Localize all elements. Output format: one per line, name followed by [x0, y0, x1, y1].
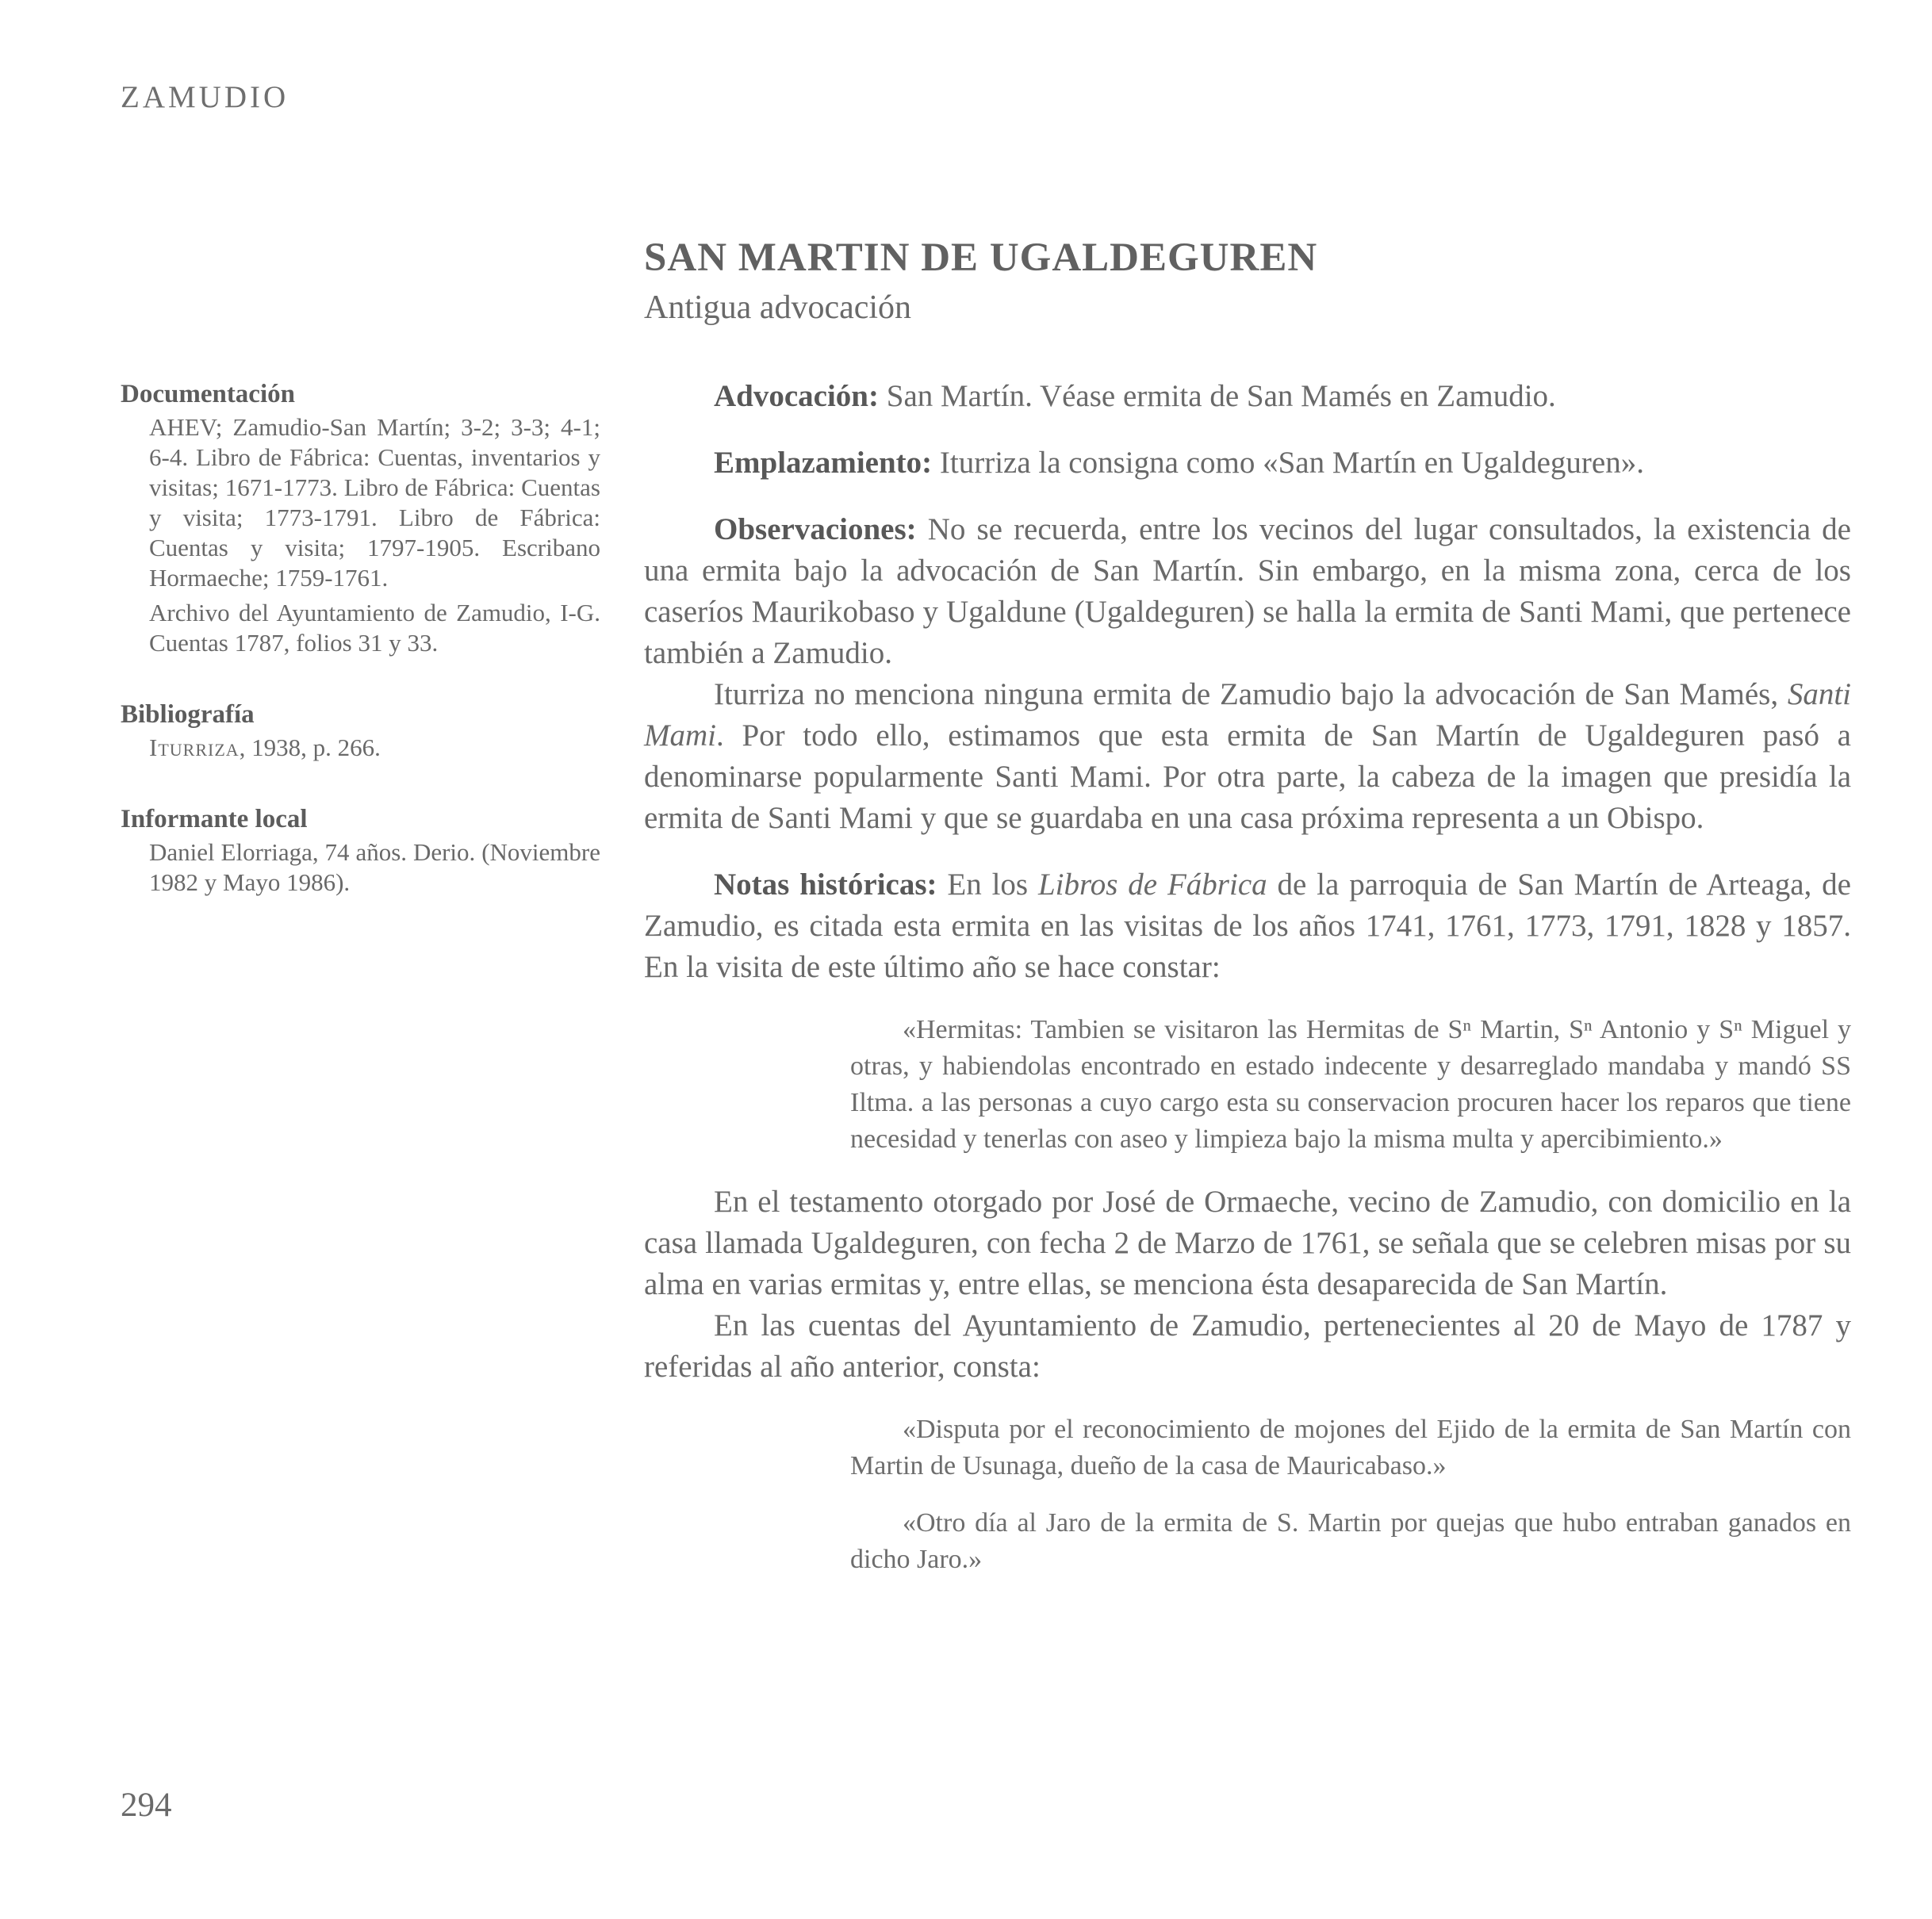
bold-lead-in: Advocación:: [714, 379, 879, 413]
sidebar-paragraph: Iturriza, 1938, p. 266.: [149, 734, 381, 761]
page-subtitle: Antigua advocación: [644, 289, 912, 326]
page-title: SAN MARTIN DE UGALDEGUREN: [644, 236, 1318, 280]
sidebar-section: [121, 379, 600, 658]
italic-text: Santi Mami: [644, 677, 1851, 753]
body-paragraph: Notas históricas: En los Libros de Fábrica de la parroquia de San Martín de Arteaga, de Zamudio, es citada esta ermita en las visitas de los años 1741, 1761, 1773, 1791, 1828 y 1857. En la visita de este último año se hace constar:: [644, 868, 1851, 984]
sidebar: [121, 235, 644, 939]
body-paragraph: Iturriza no menciona ninguna ermita de Zamudio bajo la advocación de San Mamés, Santi Mami. Por todo ello, estimamos que esta ermita de San Martín de Ugaldeguren pasó a denominarse popularmente Santi Mami. Por otra parte, la cabeza de la imagen que presidía la ermita de Santi Mami y que se guardaba en una casa próxima representa a un Obispo.: [644, 677, 1851, 835]
article-body: [644, 376, 1851, 1578]
body-paragraph: Observaciones: No se recuerda, entre los vecinos del lugar consultados, la existencia de una ermita bajo la advocación de San Martín. Sin embargo, en la misma zona, cerca de los caseríos Maurikobaso y Ugaldune (Ugaldeguren) se halla la ermita de Santi Mami, que pertenece también a Zamudio.: [644, 512, 1851, 670]
running-header: ZAMUDIO: [121, 80, 289, 114]
bold-lead-in: Emplazamiento:: [714, 446, 933, 480]
bold-lead-in: Notas históricas:: [714, 868, 937, 902]
body-paragraph: En las cuentas del Ayuntamiento de Zamudio, pertenecientes al 20 de Mayo de 1787 y referidas al año anterior, consta:: [644, 1308, 1851, 1384]
body-paragraph: En el testamento otorgado por José de Ormaeche, vecino de Zamudio, con domicilio en la casa llamada Ugaldeguren, con fecha 2 de Marzo de 1761, se señala que se celebren misas por su alma en varias ermitas y, entre ellas, se menciona ésta desaparecida de San Martín.: [644, 1185, 1851, 1301]
body-paragraph: Advocación: San Martín. Véase ermita de San Mamés en Zamudio.: [714, 379, 1556, 413]
sidebar-section: [121, 699, 600, 763]
sidebar-paragraph: Archivo del Ayuntamiento de Zamudio, I-G. Cuentas 1787, folios 31 y 33.: [149, 599, 600, 657]
sidebar-section-heading: Bibliografía: [121, 700, 255, 729]
sidebar-paragraph: Daniel Elorriaga, 74 años. Derio. (Noviembre 1982 y Mayo 1986).: [149, 838, 600, 896]
block-quote: «Otro día al Jaro de la ermita de S. Martin por quejas que hubo entraban ganados en dicho Jaro.»: [850, 1508, 1851, 1574]
article: [644, 235, 1851, 1602]
content-columns: [121, 235, 1851, 1602]
page-number: 294: [121, 1787, 172, 1824]
small-caps-text: Iturriza: [149, 734, 240, 761]
sidebar-section: [121, 804, 600, 898]
sidebar-paragraph: AHEV; Zamudio-San Martín; 3-2; 3-3; 4-1; 6-4. Libro de Fábrica: Cuentas, inventarios y visitas; 1671-1773. Libro de Fábrica: Cuentas y visita; 1773-1791. Libro de Fábrica: Cuentas y visita; 1797-1905. Escribano Hormaeche; 1759-1761.: [149, 413, 600, 592]
sidebar-section-heading: Documentación: [121, 380, 295, 408]
bold-lead-in: Observaciones:: [714, 512, 917, 546]
block-quote: «Hermitas: Tambien se visitaron las Hermitas de Sⁿ Martin, Sⁿ Antonio y Sⁿ Miguel y otras, y habiendolas encontrado en estado indecente y desarreglado mandaba y mandó SS Iltma. a las personas a cuyo cargo esta su conservacion procuren hacer los reparos que tiene necesidad y tenerlas con aseo y limpieza bajo la misma multa y apercibimiento.»: [850, 1015, 1851, 1154]
italic-text: Libros de Fábrica: [1037, 868, 1267, 902]
block-quote: «Disputa por el reconocimiento de mojones del Ejido de la ermita de San Martín con Martin de Usunaga, dueño de la casa de Mauricabaso.»: [850, 1415, 1851, 1480]
sidebar-section-heading: Informante local: [121, 805, 308, 833]
body-paragraph: Emplazamiento: Iturriza la consigna como «San Martín en Ugaldeguren».: [714, 446, 1644, 480]
